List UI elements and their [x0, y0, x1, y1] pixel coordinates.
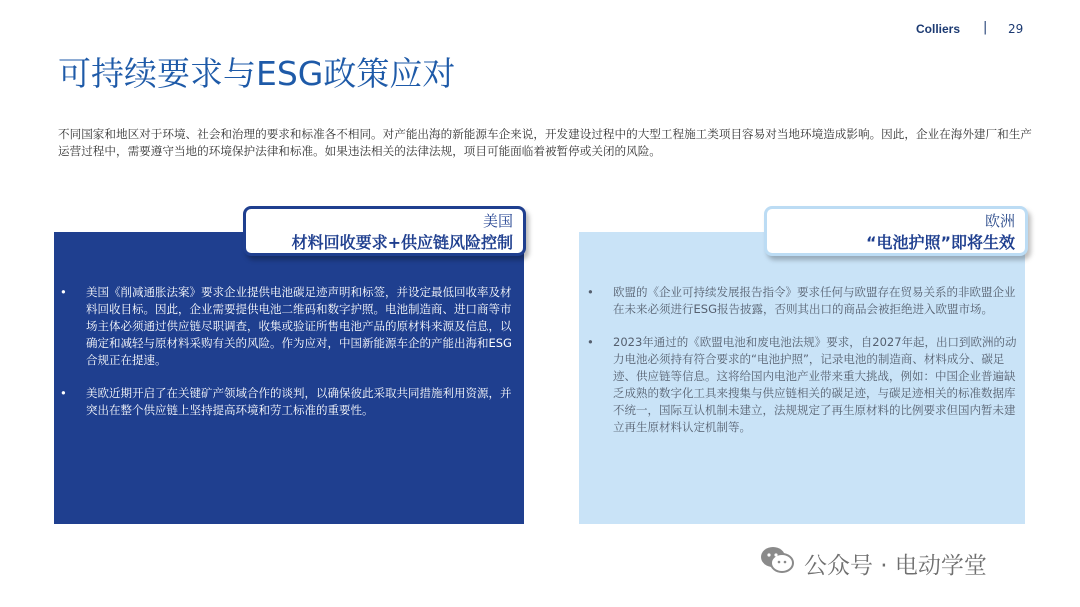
bullet-icon: •	[60, 285, 67, 299]
eu-bullet-list	[585, 284, 1021, 452]
watermark	[760, 546, 987, 580]
page-title: 可持续要求与ESG政策应对	[58, 54, 456, 93]
bullet-text: 欧盟的《企业可持续发展报告指令》要求任何与欧盟存在贸易关系的非欧盟企业在未来必须进行ESG报告披露，否则其出口的商品会被拒绝进入欧盟市场。	[613, 285, 1016, 316]
list-item	[58, 385, 520, 419]
bullet-text: 2023年通过的《欧盟电池和废电池法规》要求，自2027年起，出口到欧洲的动力电池必须持有符合要求的“电池护照”，记录电池的制造商、材料成分、碳足迹、供应链等信息。这将给国内电池产业带来重大挑战，例如：中国企业普遍缺乏成熟的数字化工具来搜集与供应链相关的碳足迹，与碳足迹相关的标准数据库不统一，国际互认机制未建立，法规规定了再生原材料的比例要求但国内暂未建立再生原材料认定机制等。	[613, 335, 1017, 434]
intro-paragraph: 不同国家和地区对于环境、社会和治理的要求和标准各不相同。对产能出海的新能源车企来说，开发建设过程中的大型工程施工类项目容易对当地环境造成影响。因此，企业在海外建厂和生产运营过程中，需要遵守当地的环境保护法律和标准。如果违法相关的法律法规，项目可能面临着被暂停或关闭的风险。	[58, 127, 1032, 158]
list-item	[585, 334, 1021, 436]
bullet-text: 美国《削减通胀法案》要求企业提供电池碳足迹声明和标签，并设定最低回收率及材料回收目标。因此，企业需要提供电池二维码和数字护照。电池制造商、进口商等市场主体必须通过供应链尽职调查，收集或验证所售电池产品的原材料来源及信息，以确定和减轻与原材料采购有关的风险。作为应对，中国新能源车企的产能出海和ESG合规正在提速。	[86, 285, 512, 367]
eu-label-box	[764, 206, 1028, 256]
us-label-box	[243, 206, 526, 256]
page-number: 29	[1008, 22, 1024, 36]
us-bullet-list	[58, 284, 520, 435]
bullet-icon: •	[587, 335, 594, 349]
list-item	[585, 284, 1021, 318]
us-region-label: 美国	[482, 212, 513, 230]
eu-region-label: 欧洲	[984, 212, 1015, 230]
header-separator: |	[983, 20, 988, 35]
watermark-text: 公众号 · 电动学堂	[804, 552, 987, 579]
list-item	[58, 284, 520, 369]
bullet-icon: •	[60, 386, 67, 400]
wechat-icon	[760, 546, 794, 580]
us-heading: 材料回收要求+供应链风险控制	[291, 233, 513, 252]
eu-heading: “电池护照”即将生效	[865, 233, 1015, 252]
bullet-icon: •	[587, 285, 594, 299]
bullet-text: 美欧近期开启了在关键矿产领域合作的谈判，以确保彼此采取共同措施利用资源，并突出在整个供应链上坚持提高环境和劳工标准的重要性。	[86, 386, 512, 417]
brand-logo-text: Colliers	[916, 22, 961, 36]
